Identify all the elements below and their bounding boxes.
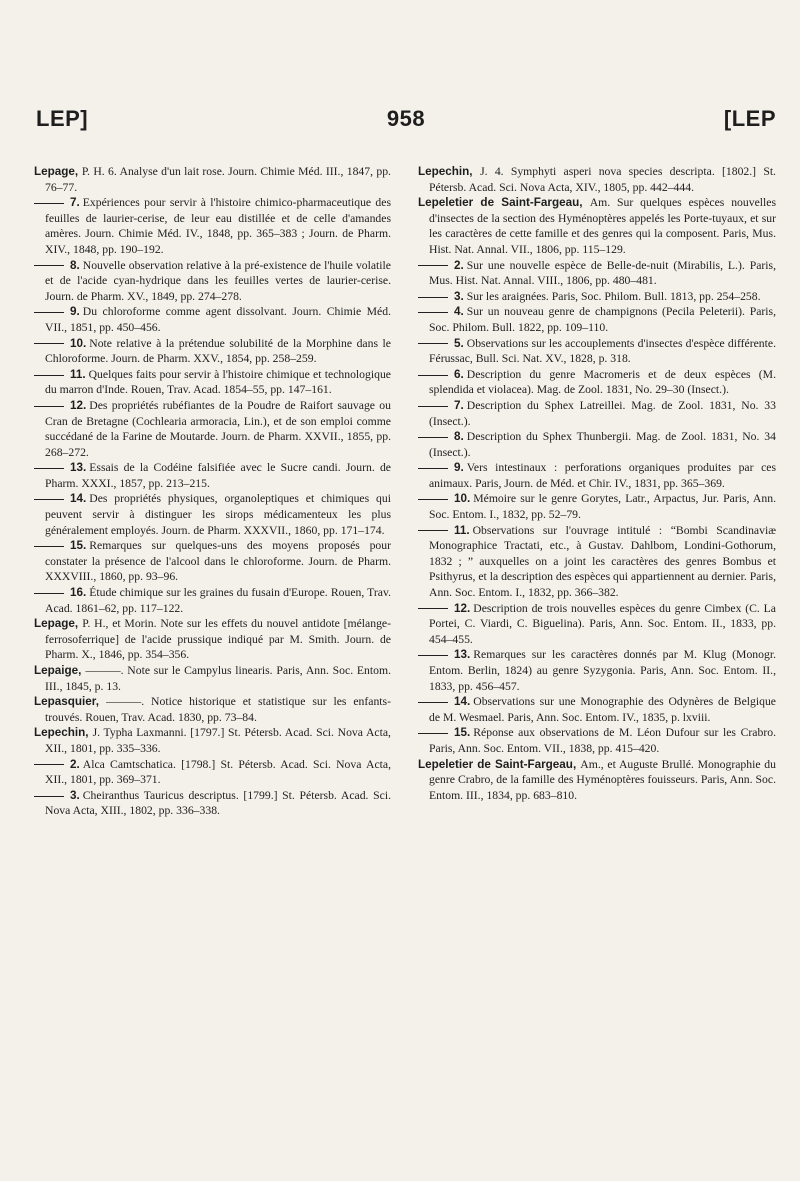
ditto-rule: [34, 468, 64, 469]
ditto-rule: [34, 796, 64, 797]
header-right: [LEP: [723, 106, 776, 131]
entry-text: Des propriétés rubéfiantes de la Poudre de Raifort sauvage ou Cran de Bretagne (Cochlearia armoracia, Lin.), et de son emploi comme succédané de la Farine de Moutarde. Journ. de Pharm. XXVII., 1855, pp. 268–272.: [45, 398, 391, 459]
entry-text: Alca Camtschatica. [1798.] St. Pétersb. Acad. Sci. Nova Acta, XII., 1801, pp. 369–371.: [45, 757, 391, 787]
entry-number: 6.: [454, 367, 464, 381]
ditto-rule: [34, 546, 64, 547]
entry-number: 15.: [454, 726, 471, 740]
ditto-rule: [418, 265, 448, 266]
bibliography-entry: [418, 757, 776, 804]
ditto-rule: [418, 343, 448, 344]
entry-author: Lepasquier,: [34, 695, 107, 709]
ditto-rule: [418, 406, 448, 407]
entry-text: Réponse aux observations de M. Léon Dufour sur les Crabro. Paris, Ann. Soc. Entom. VII., 1838, pp. 415–420.: [429, 726, 776, 755]
entry-text: J. 4. Symphyti asperi nova species descripta. [1802.] St. Pétersb. Acad. Sci. Nova Acta, XIV., 1805, pp. 442–444.: [429, 165, 776, 194]
bibliography-entry: [418, 258, 776, 289]
bibliography-entry: [34, 538, 391, 585]
page-number: 958: [386, 106, 426, 131]
entry-author: Lepage,: [34, 617, 83, 631]
entry-number: 14.: [454, 695, 471, 709]
entry-text: Des propriétés physiques, organoleptiques et chimiques qui peuvent servir à distinguer les sirops médicamenteux les plus généralement employés. Journ. de Pharm. XXXVII., 1860, pp. 171–174.: [45, 492, 391, 537]
entry-number: 12.: [70, 398, 87, 412]
entry-text: ———. Note sur le Campylus linearis. Paris, Ann. Soc. Entom. III., 1845, p. 13.: [45, 664, 391, 693]
running-header: [36, 106, 776, 136]
entry-text: P. H., et Morin. Note sur les effets du nouvel antidote [mélange-ferrosoferrique] de l'acide prussique indiqué par M. Smith. Journ. de Pharm. X., 1846, pp. 354–356.: [45, 617, 391, 662]
entry-number: 5.: [454, 336, 464, 350]
ditto-rule: [418, 437, 448, 438]
bibliography-entry: [34, 616, 391, 663]
bibliography-entry: [418, 725, 776, 756]
entry-number: 3.: [70, 788, 80, 802]
ditto-rule: [418, 733, 448, 734]
ditto-rule: [34, 593, 64, 594]
bibliography-entry: [418, 523, 776, 601]
entry-text: Description de trois nouvelles espèces du genre Cimbex (C. La Portei, C. Viardi, C. Biguelina). Paris, Ann. Soc. Entom. II., 1833, pp. 454–455.: [429, 601, 776, 646]
entry-number: 3.: [454, 289, 464, 303]
ditto-rule: [418, 530, 448, 531]
entry-number: 11.: [70, 367, 86, 381]
bibliography-entry: [34, 164, 391, 195]
entry-text: Vers intestinaux : perforations organiques produites par ces animaux. Paris, Journ. de Méd. et Chir. IV., 1831, pp. 365–369.: [429, 461, 776, 490]
entry-author: Lepage,: [34, 165, 82, 178]
entry-number: 8.: [70, 258, 80, 272]
entry-text: Quelques faits pour servir à l'histoire chimique et technologique du marron d'Inde. Rouen, Trav. Acad. 1854–55, pp. 147–161.: [45, 367, 391, 397]
ditto-rule: [418, 468, 448, 469]
ditto-rule: [418, 608, 448, 609]
ditto-rule: [34, 764, 64, 765]
entry-number: 9.: [70, 305, 80, 319]
entry-number: 2.: [454, 258, 464, 272]
entry-number: 11.: [454, 523, 470, 537]
bibliography-entry: [34, 491, 391, 538]
entry-text: Description du genre Macromeris et de deux espèces (M. splendida et violacea). Mag. de Zool. 1831, No. 29–30 (Insect.).: [429, 367, 776, 397]
entry-number: 15.: [70, 539, 87, 553]
entry-author: Lepeletier de Saint-Fargeau,: [418, 757, 581, 771]
bibliography-entry: [34, 757, 391, 788]
entry-text: Am. Sur quelques espèces nouvelles d'insectes de la section des Hyménoptères appelés les Porte-tuyaux, et sur les caractères de cette famille et des genres qui la composent. Paris, Mus. Hist. Nat. Annal. VII., 1806, pp. 115–129.: [429, 196, 777, 256]
entry-text: Expériences pour servir à l'histoire chimico-pharmaceutique des feuilles de laurier-cerise, de leur eau distillée et de celle d'amandes amères. Journ. Chimie Méd. IV., 1848, pp. 365–383 ; Journ. de Pharm. XIV., 1848, pp. 190–192.: [45, 196, 391, 256]
ditto-rule: [34, 343, 64, 344]
bibliography-entry: [418, 367, 776, 398]
ditto-rule: [418, 375, 448, 376]
bibliography-entry: [34, 585, 391, 616]
entry-text: Mémoire sur le genre Gorytes, Latr., Arpactus, Jur. Paris, Ann. Soc. Entom. I., 1832, pp. 52–79.: [429, 492, 776, 522]
entry-text: Remarques sur les caractères donnés par M. Klug (Monogr. Entom. Berlin, 1824) au genre Syzygonia. Paris, Ann. Soc. Entom. II., 1833, pp. 456–457.: [429, 648, 776, 693]
entry-number: 4.: [454, 305, 464, 319]
entry-text: Sur les araignées. Paris, Soc. Philom. Bull. 1813, pp. 254–258.: [466, 289, 761, 303]
entry-number: 8.: [454, 430, 464, 444]
entry-author: Lepechin,: [34, 726, 93, 740]
bibliography-entry: [418, 491, 776, 522]
ditto-rule: [418, 702, 448, 703]
entry-number: 16.: [70, 586, 87, 600]
entry-number: 7.: [454, 398, 464, 412]
entry-text: P. H. 6. Analyse d'un lait rose. Journ. Chimie Méd. III., 1847, pp. 76–77.: [45, 165, 391, 194]
bibliography-entry: [418, 694, 776, 725]
ditto-rule: [34, 406, 64, 407]
bibliography-entry: [418, 336, 776, 367]
entry-text: Étude chimique sur les graines du fusain d'Europe. Rouen, Trav. Acad. 1861–62, pp. 117–122.: [45, 586, 391, 615]
ditto-rule: [34, 375, 64, 376]
bibliography-entry: [418, 601, 776, 648]
bibliography-entry: [34, 367, 391, 398]
entry-text: Note relative à la prétendue solubilité de la Morphine dans le Chloroforme. Journ. de Pharm. XXV., 1854, pp. 258–259.: [45, 336, 391, 366]
entry-number: 12.: [454, 601, 471, 615]
entry-number: 10.: [454, 492, 471, 506]
entry-text: Observations sur une Monographie des Odynères de Belgique de M. Wesmael. Paris, Ann. Soc. Entom. IV., 1835, p. lxviii.: [429, 695, 776, 724]
bibliography-entry: [34, 336, 391, 367]
ditto-rule: [34, 312, 64, 313]
entry-text: Observations sur les accouplements d'insectes d'espèce différente. Férussac, Bull. Sci. Nat. XV., 1828, p. 318.: [429, 336, 776, 366]
entry-text: Cheiranthus Tauricus descriptus. [1799.] St. Pétersb. Acad. Sci. Nova Acta, XIII., 1802, pp. 336–338.: [45, 788, 391, 818]
ditto-rule: [34, 265, 64, 266]
entry-text: Nouvelle observation relative à la pré-existence de l'huile volatile et de l'acide cyan-hydrique dans les feuilles vertes de laurier-cerise. Journ. de Pharm. XV., 1849, pp. 274–278.: [45, 258, 391, 303]
ditto-rule: [418, 312, 448, 313]
entry-author: Lepaige,: [34, 664, 86, 677]
bibliography-entry: [34, 725, 391, 756]
entry-text: Am., et Auguste Brullé. Monographie du genre Crabro, de la famille des Hyménoptères fouisseurs. Paris, Ann. Soc. Entom. III., 1834, pp. 683–810.: [429, 757, 776, 802]
entry-number: 13.: [454, 648, 471, 662]
bibliography-entry: [34, 663, 391, 694]
bibliography-entry: [418, 304, 776, 335]
entry-text: Sur une nouvelle espèce de Belle-de-nuit (Mirabilis, L.). Paris, Mus. Hist. Nat. Annal. VIII., 1806, pp. 480–481.: [429, 258, 776, 288]
entry-text: ———. Notice historique et statistique sur les enfants-trouvés. Rouen, Trav. Acad. 1830, pp. 73–84.: [45, 695, 391, 724]
entry-number: 14.: [70, 492, 87, 506]
entry-number: 13.: [70, 461, 87, 475]
bibliography-entry: [418, 289, 776, 305]
entry-text: J. Typha Laxmanni. [1797.] St. Pétersb. Acad. Sci. Nova Acta, XII., 1801, pp. 335–336.: [45, 726, 391, 755]
bibliography-entry: [418, 195, 776, 257]
entry-number: 10.: [70, 336, 87, 350]
bibliography-entry: [34, 398, 391, 460]
ditto-rule: [418, 655, 448, 656]
bibliography-entry: [34, 195, 391, 257]
entry-author: Lepechin,: [418, 165, 481, 178]
entry-text: Observations sur l'ouvrage intitulé : “Bombi Scandinaviæ Monographice Tractati, etc., à Gustav. Dahlbom, Londini-Gothorum, 1832 ; ” auxquelles on a joint les caractères des genres Bombus et Psithyrus, et la description des espèces qui appartiennent au dernier. Paris, Ann. Soc. Entom. I., 1832, pp. 366–382.: [429, 523, 776, 600]
left-column: [34, 164, 391, 819]
header-left: LEP]: [36, 106, 89, 131]
entry-text: Sur un nouveau genre de champignons (Pecila Peleterii). Paris, Soc. Philom. Bull. 1822, pp. 109–110.: [429, 305, 776, 334]
bibliography-entry: [34, 788, 391, 819]
entry-number: 2.: [70, 757, 80, 771]
entry-number: 7.: [70, 196, 80, 210]
bibliography-entry: [34, 258, 391, 305]
bibliography-entry: [418, 647, 776, 694]
bibliography-entry: [418, 164, 776, 195]
ditto-rule: [34, 203, 64, 204]
bibliography-entry: [418, 460, 776, 491]
entry-text: Remarques sur quelques-uns des moyens proposés pour constater la présence de l'alcool dans le chloroforme. Journ. de Pharm. XXXVIII., 1860, pp. 93–96.: [45, 539, 391, 584]
entry-text: Du chloroforme comme agent dissolvant. Journ. Chimie Méd. VII., 1851, pp. 450–456.: [45, 305, 391, 334]
bibliography-entry: [34, 460, 391, 491]
right-column: [418, 164, 776, 803]
entry-text: Description du Sphex Latreillei. Mag. de Zool. 1831, No. 33 (Insect.).: [429, 398, 776, 428]
ditto-rule: [34, 499, 64, 500]
ditto-rule: [418, 499, 448, 500]
entry-text: Essais de la Codéine falsifiée avec le Sucre candi. Journ. de Pharm. XXXI., 1857, pp. 213–215.: [45, 461, 391, 490]
ditto-rule: [418, 297, 448, 298]
bibliography-entry: [34, 304, 391, 335]
entry-number: 9.: [454, 461, 464, 475]
bibliography-entry: [418, 429, 776, 460]
entry-text: Description du Sphex Thunbergii. Mag. de Zool. 1831, No. 34 (Insect.).: [429, 430, 776, 459]
bibliography-entry: [34, 694, 391, 725]
entry-author: Lepeletier de Saint-Fargeau,: [418, 196, 590, 210]
bibliography-entry: [418, 398, 776, 429]
